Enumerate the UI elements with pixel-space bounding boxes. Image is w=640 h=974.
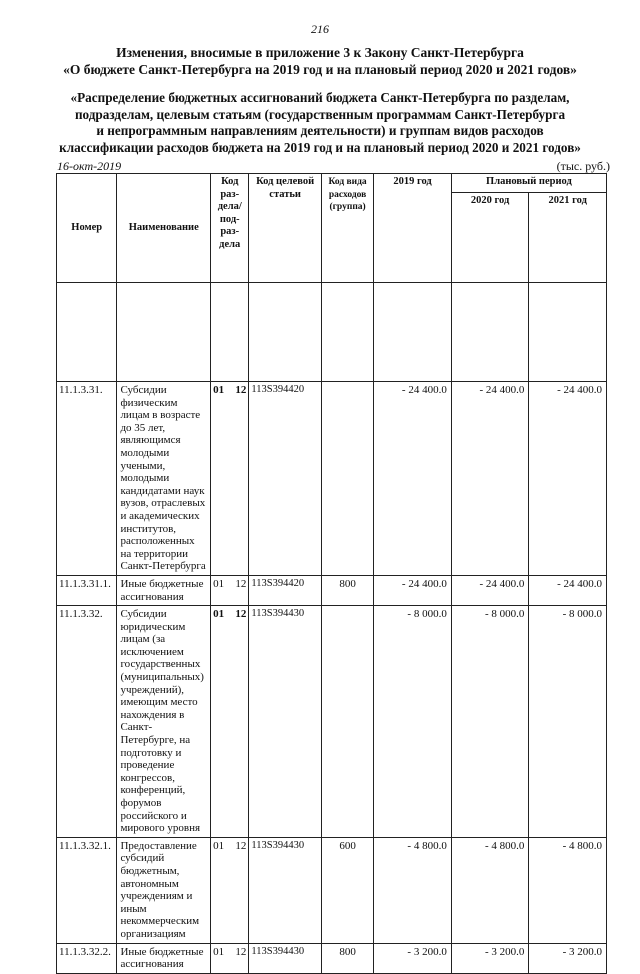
row-2020: - 3 200.0 [451, 943, 529, 973]
title-line-1: Изменения, вносимые в приложение 3 к Закону Санкт-Петербурга [116, 45, 524, 60]
subtitle-line-2: подразделам, целевым статьям (государственным программам Санкт-Петербурга [74, 106, 566, 122]
row-razdel: 01 12 [211, 943, 249, 973]
subtitle-line-3: и непрограммным направлениям деятельности) и группам видов расходов [96, 123, 544, 138]
header-vid: Код вида расходов (группа) [321, 174, 373, 283]
page-number: 216 [311, 22, 329, 36]
table-row [57, 575, 607, 605]
row-2019: - 3 200.0 [374, 943, 452, 973]
row-razdel: 01 12 [211, 382, 249, 576]
row-2021: - 4 800.0 [529, 837, 607, 943]
header-celevaya: Код целевой статьи [249, 174, 322, 283]
row-celevaya: 113S394430 [249, 606, 322, 838]
row-number: 11.1.3.32.2. [57, 943, 117, 973]
row-vid [321, 382, 373, 576]
row-celevaya: 113S394420 [249, 575, 322, 605]
row-name: Иные бюджетные ассигнования [117, 575, 211, 605]
title-line-2: «О бюджете Санкт-Петербурга на 2019 год и на плановый период 2020 и 2021 годов» [63, 62, 577, 77]
row-number: 11.1.3.32. [57, 606, 117, 838]
row-celevaya: 113S394430 [249, 943, 322, 973]
row-2021: - 24 400.0 [529, 575, 607, 605]
table-row [57, 606, 607, 838]
row-name: Иные бюджетные ассигнования [117, 943, 211, 973]
row-name: Субсидии юридическим лицам (за исключением государственных (муниципальных) учреждений), имеющим место нахождения в Санкт-Петербурге, на подготовку и проведение конгрессов, конференций, форумов российского и мирового уровня [117, 606, 211, 838]
subtitle-line-4: классификации расходов бюджета на 2019 год и на плановый период 2020 и 2021 годов» [59, 139, 581, 155]
row-2020: - 24 400.0 [451, 575, 529, 605]
table-row [57, 943, 607, 973]
row-celevaya: 113S394430 [249, 837, 322, 943]
row-name: Субсидии физическим лицам в возрасте до 35 лет, являющимся молодыми учеными, молодыми кандидатами наук вузов, отраслевых и академических институтов, расположенных на территории Санкт-Петербурга [117, 382, 211, 576]
document-title [20, 44, 620, 78]
row-vid: 800 [321, 575, 373, 605]
table-spacer-row [57, 283, 607, 382]
row-2021: - 24 400.0 [529, 382, 607, 576]
row-vid [321, 606, 373, 838]
row-2019: - 8 000.0 [374, 606, 452, 838]
header-plan-period: Плановый период [451, 174, 606, 193]
header-number: Номер [57, 174, 117, 283]
header-2020: 2020 год [451, 193, 529, 283]
table-row [57, 382, 607, 576]
table-subtitle [20, 90, 620, 156]
row-razdel: 01 12 [211, 606, 249, 838]
row-2020: - 24 400.0 [451, 382, 529, 576]
row-razdel: 01 12 [211, 575, 249, 605]
row-2019: - 24 400.0 [374, 382, 452, 576]
row-2021: - 8 000.0 [529, 606, 607, 838]
header-name: Наименование [117, 174, 211, 283]
row-number: 11.1.3.31. [57, 382, 117, 576]
row-number: 11.1.3.32.1. [57, 837, 117, 943]
header-razdel: Код раз- дела/ под- раз- дела [211, 174, 249, 283]
document-date: 16-окт-2019 [57, 159, 122, 173]
row-number: 11.1.3.31.1. [57, 575, 117, 605]
row-2021: - 3 200.0 [529, 943, 607, 973]
row-vid: 800 [321, 943, 373, 973]
header-2019: 2019 год [374, 174, 452, 283]
row-vid: 600 [321, 837, 373, 943]
units-label: (тыс. руб.) [556, 159, 610, 173]
table-row [57, 837, 607, 943]
row-name: Предоставление субсидий бюджетным, автономным учреждениям и иным некоммерческим организациям [117, 837, 211, 943]
row-2019: - 24 400.0 [374, 575, 452, 605]
row-2020: - 4 800.0 [451, 837, 529, 943]
row-razdel: 01 12 [211, 837, 249, 943]
budget-table [56, 173, 607, 974]
row-celevaya: 113S394420 [249, 382, 322, 576]
row-2019: - 4 800.0 [374, 837, 452, 943]
row-2020: - 8 000.0 [451, 606, 529, 838]
subtitle-line-1: «Распределение бюджетных ассигнований бюджета Санкт-Петербурга по разделам, [70, 90, 570, 105]
header-2021: 2021 год [529, 193, 607, 283]
